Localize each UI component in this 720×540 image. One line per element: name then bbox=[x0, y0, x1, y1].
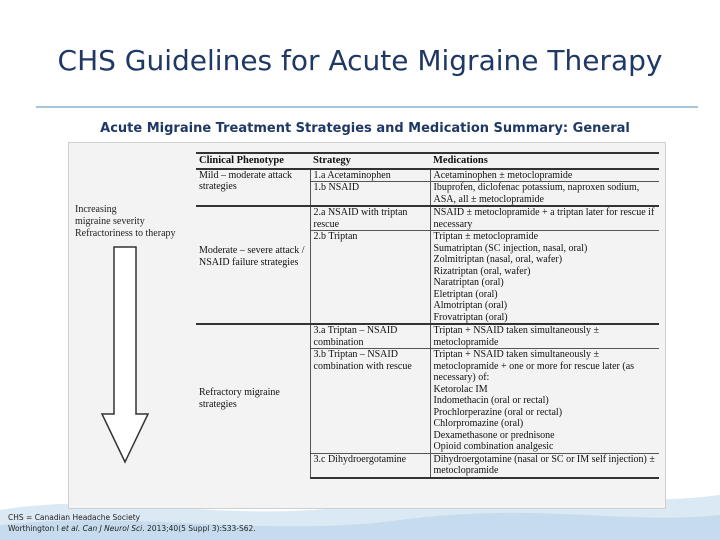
citation-etal: et al. bbox=[61, 524, 81, 533]
table-row bbox=[196, 206, 659, 231]
medication-table bbox=[196, 152, 659, 479]
medication-line: Indomethacin (oral or rectal) bbox=[433, 395, 549, 406]
citation-details: . 2013;40(5 Suppl 3):S33-S62. bbox=[142, 524, 256, 533]
table-row bbox=[196, 324, 659, 349]
phenotype-refractory: Refractory migraine strategies bbox=[196, 324, 310, 478]
title-divider bbox=[36, 106, 698, 108]
medication-line: Rizatriptan (oral, wafer) bbox=[433, 265, 531, 277]
header-clinical-phenotype: Clinical Phenotype bbox=[196, 153, 310, 169]
strategy-cell: 2.a NSAID with triptan rescue bbox=[310, 206, 430, 231]
medication-cell: NSAID ± metoclopramide + a triptan later for rescue if necessary bbox=[430, 206, 659, 231]
medication-line: Sumatriptan (SC injection, nasal, oral) bbox=[433, 242, 588, 254]
medication-line: Naratriptan (oral) bbox=[433, 277, 504, 288]
medication-cell: Ibuprofen, diclofenac potassium, naproxen sodium, ASA, all ± metoclopramide bbox=[430, 182, 659, 207]
medication-line: Zolmitriptan (nasal, oral, wafer) bbox=[433, 254, 563, 265]
medication-cell bbox=[430, 349, 659, 454]
medication-cell: Dihydroergotamine (nasal or SC or IM self injection) ± metoclopramide bbox=[430, 453, 659, 478]
medication-line: Prochlorperazine (oral or rectal) bbox=[433, 406, 563, 418]
medication-line: Ketorolac IM bbox=[433, 383, 488, 395]
strategy-cell: 1.b NSAID bbox=[310, 182, 430, 207]
medication-line: Triptan ± metoclopramide bbox=[433, 231, 539, 242]
medication-line: Triptan + NSAID taken simultaneously ± metoclopramide + one or more for rescue later (as necessary) of: bbox=[433, 349, 635, 383]
abbreviation-note: CHS = Canadian Headache Society bbox=[8, 513, 141, 522]
severity-arrow-label bbox=[75, 204, 200, 240]
arrow-label-line-3: Refractoriness to therapy bbox=[75, 228, 176, 239]
medication-cell: Triptan + NSAID taken simultaneously ± metoclopramide bbox=[430, 324, 659, 349]
table-header-row bbox=[196, 153, 659, 169]
citation-author: Worthington I bbox=[8, 524, 62, 533]
header-strategy: Strategy bbox=[310, 153, 430, 169]
medication-line: Almotriptan (oral) bbox=[433, 300, 508, 311]
strategy-cell: 1.a Acetaminophen bbox=[310, 169, 430, 182]
source-footnote bbox=[8, 512, 256, 534]
medication-line: Frovatriptan (oral) bbox=[433, 311, 508, 323]
header-medications: Medications bbox=[430, 153, 659, 169]
medication-cell bbox=[430, 231, 659, 325]
strategy-cell: 3.c Dihydroergotamine bbox=[310, 453, 430, 478]
phenotype-moderate: Moderate – severe attack / NSAID failure strategies bbox=[196, 206, 310, 324]
strategy-cell: 2.b Triptan bbox=[310, 231, 430, 325]
citation-journal: Can J Neurol Sci bbox=[82, 524, 143, 533]
severity-down-arrow-icon bbox=[100, 246, 150, 464]
strategy-cell: 3.a Triptan – NSAID combination bbox=[310, 324, 430, 349]
medication-line: Eletriptan (oral) bbox=[433, 288, 498, 300]
citation bbox=[8, 523, 256, 534]
table-subtitle: Acute Migraine Treatment Strategies and Medication Summary: General bbox=[100, 121, 630, 136]
arrow-label-line-1: Increasing bbox=[75, 204, 117, 215]
strategy-cell: 3.b Triptan – NSAID combination with rescue bbox=[310, 349, 430, 454]
medication-line: Opioid combination analgesic bbox=[433, 441, 554, 452]
phenotype-mild: Mild – moderate attack strategies bbox=[199, 169, 293, 192]
medication-line: Dexamethasone or prednisone bbox=[433, 429, 555, 441]
slide-title: CHS Guidelines for Acute Migraine Therapy bbox=[57, 44, 663, 77]
medication-line: Chlorpromazine (oral) bbox=[433, 418, 524, 429]
table-row bbox=[196, 169, 659, 182]
medication-cell: Acetaminophen ± metoclopramide bbox=[430, 169, 659, 182]
arrow-label-line-2: migraine severity bbox=[75, 216, 145, 227]
